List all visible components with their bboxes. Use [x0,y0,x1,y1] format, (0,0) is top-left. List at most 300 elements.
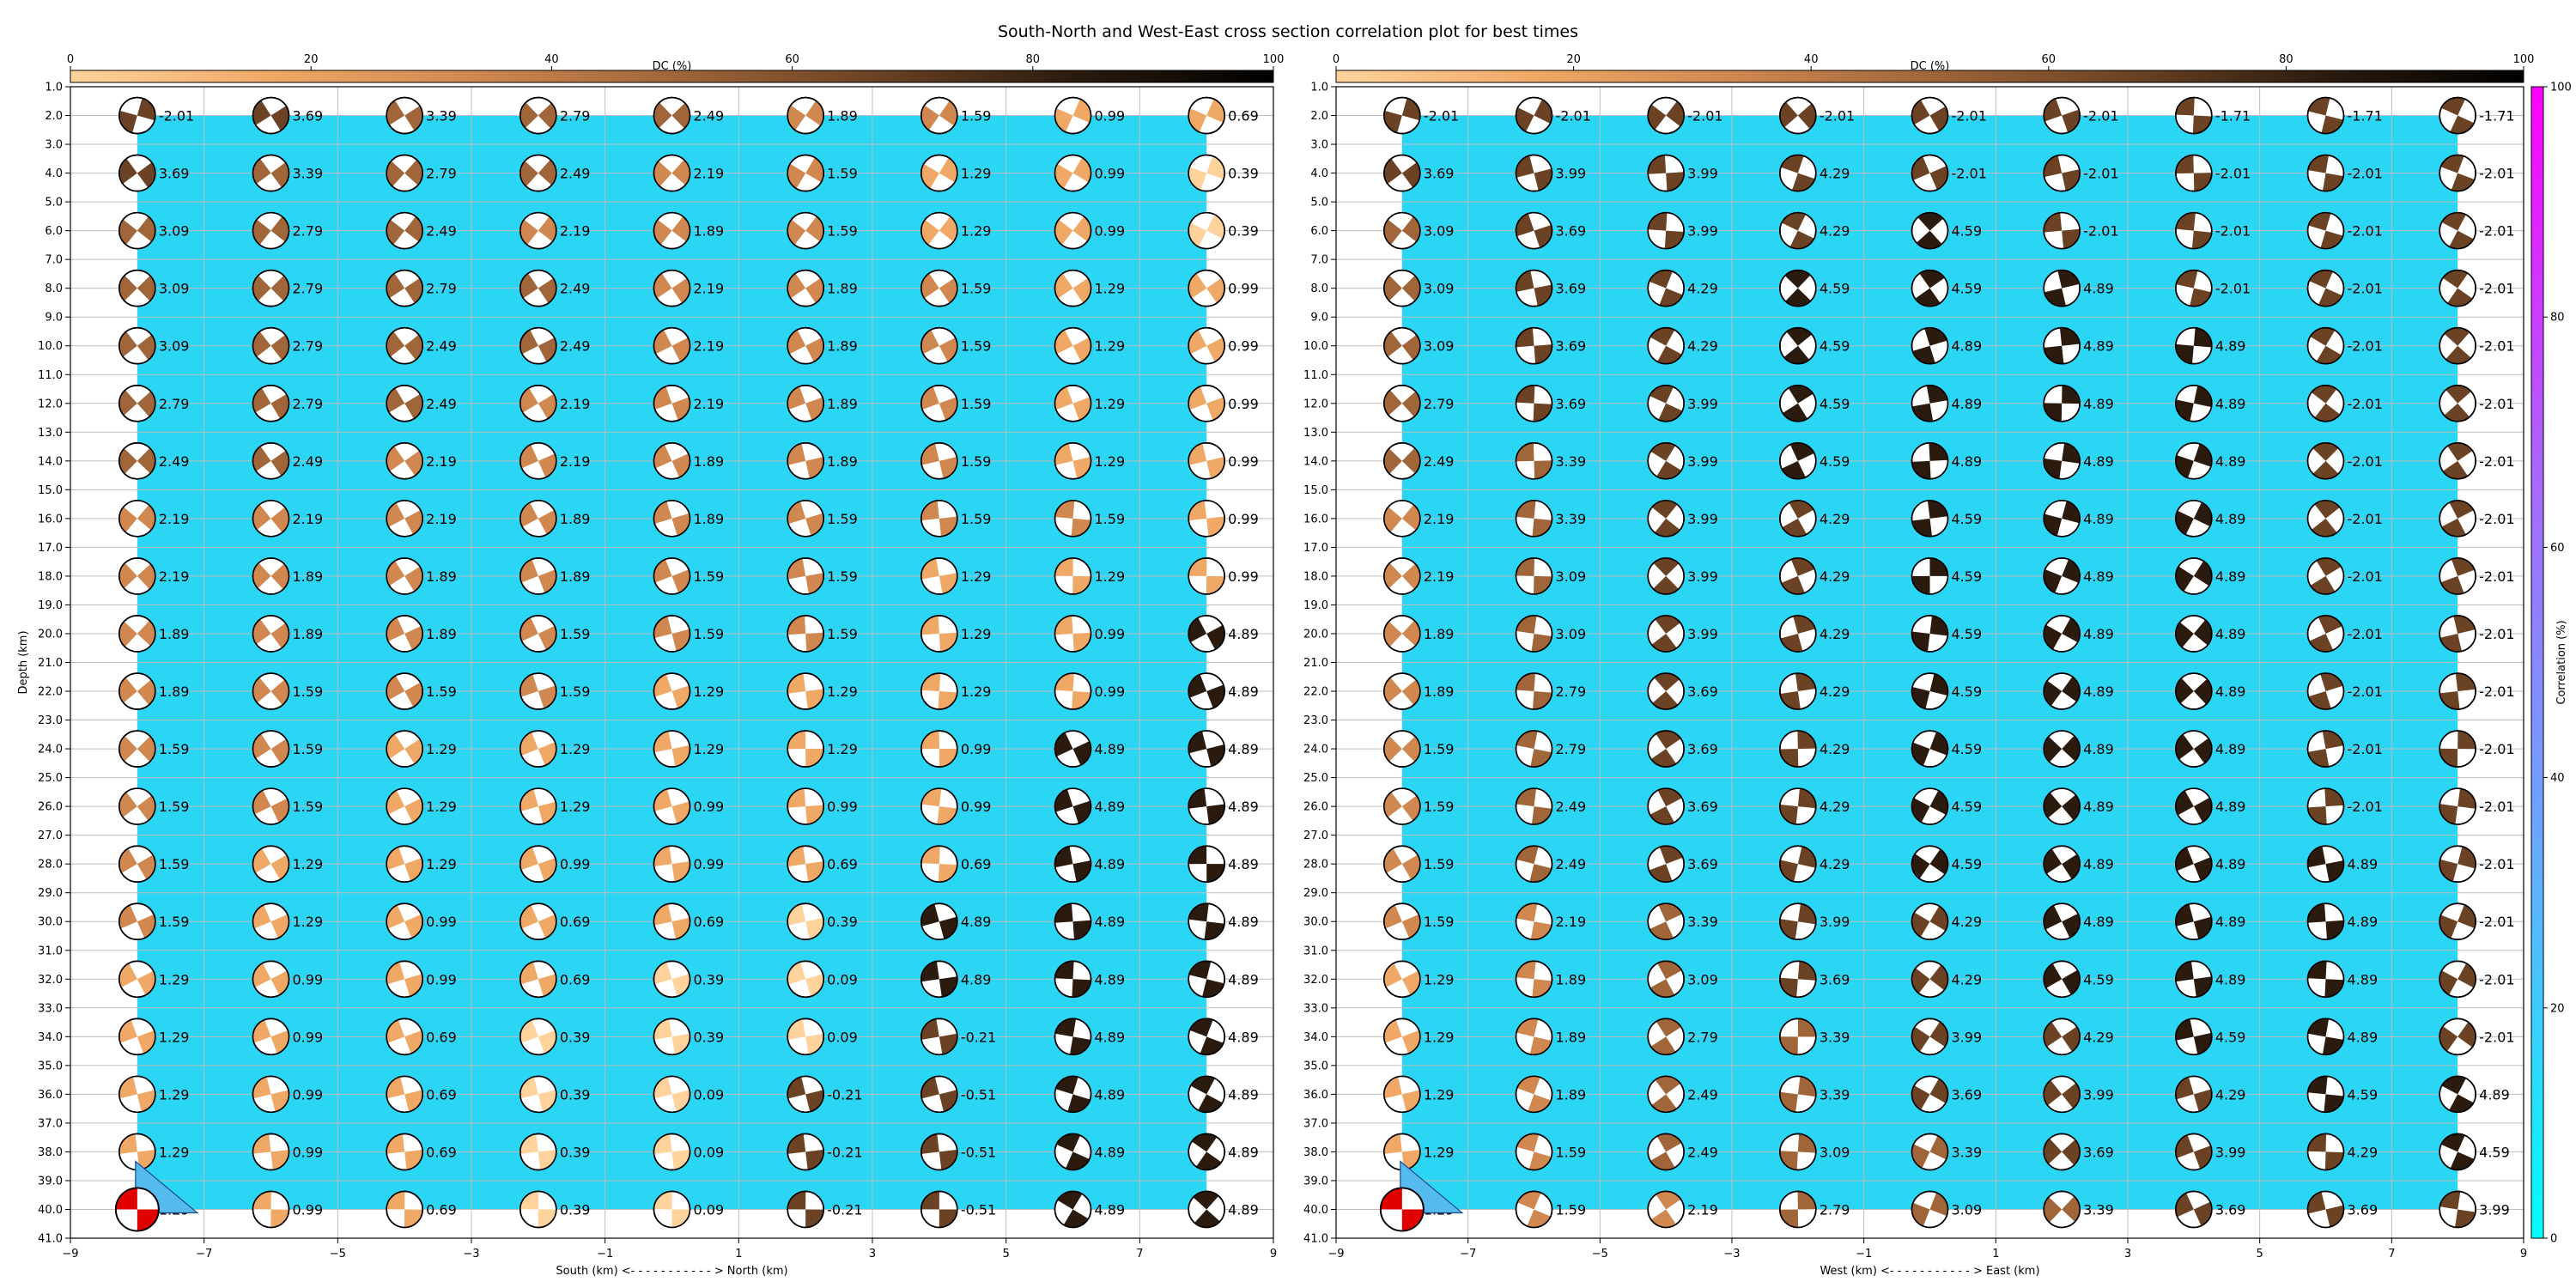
beach-ball [2439,501,2476,537]
beach-ball [386,1018,422,1054]
time-label: 1.59 [158,799,190,816]
time-label: -2.01 [2479,683,2515,701]
y-tick-label: 22.0 [1303,685,1328,699]
beach-ball [520,1076,556,1112]
beach-ball [653,616,690,652]
beach-ball [2439,1133,2476,1170]
beach-ball [921,1076,957,1112]
beach-ball [253,788,289,824]
time-label: 0.69 [1228,107,1259,125]
beach-ball [1780,98,1816,134]
beach-ball [1516,961,1552,997]
beach-ball [2176,213,2212,249]
y-tick-label: 32.0 [38,973,63,987]
beach-ball [787,213,823,249]
beach-ball [1780,213,1816,249]
beach-ball [787,788,823,824]
beach-ball [1516,1076,1552,1112]
beach-ball [1780,788,1816,824]
beach-ball [2044,328,2080,364]
time-label: 1.29 [1094,453,1126,470]
beach-ball [119,1076,155,1112]
time-label: -2.01 [2347,337,2383,355]
time-label: 1.29 [960,222,992,240]
y-tick-label: 12.0 [38,398,63,411]
beach-ball [653,1133,690,1170]
time-label: 0.99 [292,1086,324,1103]
time-label: 0.99 [1228,568,1259,585]
beach-ball [2308,731,2344,767]
time-label: 4.89 [2083,914,2114,931]
beach-ball [1188,616,1224,652]
beach-ball [1912,846,1948,882]
y-tick-label: 28.0 [1303,858,1328,872]
time-label: 3.39 [1951,1144,1983,1161]
beach-ball [1648,386,1684,422]
time-label: 3.69 [292,107,324,125]
time-label: 0.99 [1228,337,1259,355]
beach-ball [654,328,690,364]
figure-title: South-North and West-East cross section correlation plot for best times [998,22,1578,41]
time-label: 4.29 [1819,856,1850,873]
beach-ball [2176,386,2212,422]
time-label: 2.49 [559,280,591,297]
beach-ball [520,443,556,479]
time-label: 0.69 [559,971,591,988]
beach-ball [2308,97,2344,133]
time-label: -2.01 [2215,165,2251,182]
time-label: 2.19 [158,568,190,585]
time-label: 3.39 [2083,1201,2114,1218]
beach-ball [2439,903,2476,939]
dc-colorbar-tick-label: 20 [303,53,319,66]
time-label: 1.59 [426,683,457,701]
time-label: 0.09 [693,1086,725,1103]
y-tick-label: 27.0 [1303,829,1328,843]
time-label: 2.19 [426,510,457,527]
time-label: -2.01 [2347,799,2383,816]
x-tick-label: −3 [1723,1248,1741,1261]
time-label: 1.29 [158,1029,190,1046]
time-label: 0.99 [292,1144,324,1161]
y-tick-label: 30.0 [38,915,63,929]
time-label: 1.59 [960,280,992,297]
time-label: 4.89 [2215,510,2246,527]
time-label: 1.89 [292,625,324,642]
beach-ball [253,961,289,997]
beach-ball [1055,1076,1091,1112]
beach-ball [2439,961,2476,997]
time-label: 2.49 [292,453,324,470]
y-tick-label: 29.0 [38,887,63,901]
beach-ball [520,846,556,882]
time-label: -2.01 [1687,107,1723,125]
correlation-colorbar-tick-label: 0 [2550,1232,2558,1246]
time-label: 1.59 [559,625,591,642]
x-tick-label: 9 [1269,1248,1278,1261]
time-label: 3.69 [1687,683,1718,701]
time-label: -2.01 [2083,222,2119,240]
time-label: 2.19 [693,280,725,297]
beach-ball [921,1018,957,1054]
x-tick-label: 1 [735,1248,743,1261]
beach-ball [2176,616,2212,652]
time-label: 1.29 [827,741,858,758]
time-label: 3.69 [1423,165,1455,182]
beach-ball [2439,788,2476,824]
time-label: 1.29 [426,741,457,758]
beach-ball [2176,558,2212,594]
time-label: 2.19 [1423,510,1455,527]
beach-ball [1912,386,1948,422]
beach-ball [921,1133,957,1170]
beach-ball [119,443,155,479]
time-label: 4.89 [2083,395,2114,412]
x-tick-label: −9 [62,1248,79,1261]
time-label: 0.09 [827,971,858,988]
beach-ball [1384,213,1420,249]
x-tick-label: 7 [1136,1248,1144,1261]
time-label: 0.09 [693,1201,725,1218]
time-label: 4.89 [1228,1029,1259,1046]
time-label: 1.59 [1555,1144,1587,1161]
time-label: 0.39 [1228,165,1259,182]
beach-ball [1516,386,1552,422]
x-tick-label: −7 [196,1248,213,1261]
beach-ball [1516,213,1552,249]
time-label: 3.69 [1687,741,1718,758]
time-label: 4.29 [1687,337,1718,355]
beach-ball [119,961,155,997]
beach-ball [2176,1076,2212,1112]
time-label: -2.01 [2479,625,2515,642]
time-label: 3.99 [1687,222,1718,240]
x-tick-label: 7 [2388,1248,2396,1261]
time-label: 2.49 [1555,856,1587,873]
time-label: 2.19 [426,453,457,470]
time-label: 1.29 [158,1144,190,1161]
time-label: 1.59 [1423,856,1455,873]
time-label: 0.99 [827,799,858,816]
time-label: 3.09 [158,337,190,355]
time-label: 1.29 [158,971,190,988]
time-label: 1.29 [693,741,725,758]
beach-ball [2308,155,2344,191]
time-label: 4.59 [1819,453,1850,470]
time-label: 4.89 [2479,1086,2510,1103]
time-label: 1.89 [693,510,725,527]
beach-ball [2044,1076,2080,1112]
time-label: 4.89 [2083,337,2114,355]
time-label: 1.89 [559,510,591,527]
beach-ball [2044,443,2080,479]
y-tick-label: 4.0 [45,167,63,181]
beach-ball [1912,270,1948,307]
time-label: 4.89 [1228,971,1259,988]
beach-ball [654,1076,690,1112]
time-label: 0.99 [960,799,992,816]
time-label: 1.89 [559,568,591,585]
beach-ball [1384,443,1420,479]
beach-ball [1188,558,1224,594]
y-tick-label: 36.0 [1303,1088,1328,1102]
beach-ball [1384,1076,1420,1112]
y-tick-label: 7.0 [1310,253,1328,267]
time-label: 0.99 [292,1029,324,1046]
y-tick-label: 21.0 [38,657,63,670]
beach-ball [252,328,289,364]
beach-ball [2044,213,2080,249]
time-label: 0.69 [693,914,725,931]
time-label: 0.99 [1094,165,1126,182]
beach-ball [1912,558,1948,594]
beach-ball [386,386,422,422]
beach-ball [2044,846,2080,882]
beach-ball [2439,98,2476,134]
beach-ball [1648,558,1684,594]
time-label: 1.29 [292,856,324,873]
y-tick-label: 27.0 [38,829,63,843]
beach-ball [1384,558,1420,594]
beach-ball [1188,1133,1224,1170]
beach-ball [2439,616,2476,652]
time-label: 4.59 [1951,510,1983,527]
beach-ball [520,270,556,307]
time-label: 2.19 [693,395,725,412]
time-label: 1.59 [1555,1201,1587,1218]
beach-ball [252,155,289,191]
time-label: 2.79 [292,280,324,297]
beach-ball [921,673,957,709]
beach-ball [921,903,957,939]
time-label: 2.79 [292,222,324,240]
beach-ball [921,616,957,652]
time-label: 4.59 [1951,625,1983,642]
time-label: 4.89 [1094,799,1126,816]
beach-ball [2044,98,2080,134]
time-label: 4.89 [2083,625,2114,642]
time-label: 1.29 [426,799,457,816]
beach-ball [1188,213,1224,249]
time-label: -2.01 [158,107,195,125]
time-label: 1.59 [960,337,992,355]
time-label: 3.39 [292,165,324,182]
beach-ball [520,616,556,652]
time-label: 4.89 [960,971,992,988]
time-label: -2.01 [2347,222,2383,240]
time-label: 2.49 [1687,1144,1718,1161]
time-label: 4.59 [1951,568,1983,585]
y-tick-label: 4.0 [1310,167,1328,181]
time-label: 2.79 [1555,741,1587,758]
time-label: 1.59 [158,856,190,873]
time-label: 1.89 [1555,1029,1587,1046]
time-label: 4.89 [1228,741,1259,758]
y-tick-label: 26.0 [1303,800,1328,814]
beach-ball [1780,1018,1816,1054]
y-tick-label: 13.0 [1303,426,1328,440]
time-label: 2.19 [693,337,725,355]
time-label: 4.89 [1094,741,1126,758]
beach-ball [2308,846,2344,882]
x-tick-label: 1 [1992,1248,2000,1261]
time-label: 1.59 [827,625,858,642]
time-label: -2.01 [2479,856,2515,873]
time-label: -2.01 [2347,280,2383,297]
beach-ball [2439,1018,2476,1054]
beach-ball [2044,731,2080,767]
beach-ball [1780,386,1816,422]
beach-ball [2308,328,2344,364]
beach-ball [2176,1018,2212,1054]
beach-ball [1912,501,1948,537]
time-label: 4.29 [1819,741,1850,758]
y-tick-label: 32.0 [1303,973,1328,987]
beach-ball [2439,673,2476,709]
beach-ball [1516,788,1552,824]
x-tick-label: −1 [1856,1248,1873,1261]
time-label: 2.79 [426,280,457,297]
beach-ball [787,386,823,422]
beach-ball [2176,501,2212,537]
beach-ball [2044,616,2080,652]
beach-ball [119,731,155,767]
beach-ball [1188,673,1224,709]
dc-colorbar-tick-label: 60 [785,53,799,66]
beach-ball [520,558,556,594]
y-tick-label: 17.0 [38,541,63,555]
beach-ball [386,903,422,939]
beach-ball [1648,213,1684,249]
beach-ball [1911,788,1947,824]
y-tick-label: 19.0 [38,598,63,612]
time-label: 2.79 [292,395,324,412]
y-tick-label: 41.0 [38,1232,63,1246]
beach-ball [921,1191,957,1227]
beach-ball [1054,270,1091,307]
time-label: -0.21 [827,1201,863,1218]
time-label: 4.29 [1819,510,1850,527]
time-label: 0.39 [827,914,858,931]
beach-ball [1516,1018,1552,1054]
beach-ball [1780,155,1816,191]
y-tick-label: 26.0 [38,800,63,814]
y-tick-label: 39.0 [1303,1175,1328,1188]
beach-ball [1648,731,1684,767]
time-label: 2.19 [292,510,324,527]
time-label: 0.99 [292,971,324,988]
beach-ball [1384,673,1420,709]
y-tick-label: 28.0 [38,858,63,872]
time-label: 3.39 [426,107,457,125]
time-label: 1.29 [1423,1144,1455,1161]
time-label: 1.59 [1423,914,1455,931]
time-label: 0.39 [559,1144,591,1161]
time-label: 1.89 [1423,683,1455,701]
beach-ball [252,616,289,652]
beach-ball [1055,155,1091,191]
time-label: 0.69 [827,856,858,873]
time-label: 3.39 [1555,453,1587,470]
time-label: 1.89 [827,453,858,470]
time-label: 4.89 [2347,914,2379,931]
time-label: 2.79 [559,107,591,125]
beach-ball [1188,731,1224,767]
y-tick-label: 13.0 [38,426,63,440]
time-label: 1.59 [292,741,324,758]
beach-ball [1780,558,1816,594]
time-label: 2.19 [1555,914,1587,931]
time-label: 3.69 [158,165,190,182]
time-label: 0.39 [1228,222,1259,240]
time-label: 3.09 [1423,222,1455,240]
time-label: 1.59 [1423,741,1455,758]
correlation-colorbar-label: Correlation (%) [2555,620,2568,705]
beach-ball [1188,788,1224,824]
time-label: 3.09 [158,222,190,240]
beach-ball [1648,155,1684,191]
beach-ball [1648,616,1684,652]
time-label: -1.71 [2479,107,2515,125]
beach-ball [921,98,957,134]
beach-ball [2439,846,2476,882]
beach-ball [253,673,289,709]
time-label: 3.39 [1819,1029,1850,1046]
beach-ball [2308,961,2344,997]
time-label: 4.59 [1951,856,1983,873]
beach-ball [1516,673,1552,709]
beach-ball [1054,616,1091,652]
time-label: 3.99 [1951,1029,1983,1046]
dc-colorbar-tick-label: 100 [2512,53,2535,66]
beach-ball [1648,443,1684,479]
x-tick-label: 3 [868,1248,877,1261]
time-label: -2.01 [2479,395,2515,412]
time-label: -0.21 [960,1029,997,1046]
beach-ball [787,616,823,652]
time-label: 1.59 [960,107,992,125]
beach-ball [1055,213,1091,249]
time-label: 4.89 [2083,683,2114,701]
beach-ball [386,270,422,307]
beach-ball [2176,1133,2212,1170]
beach-ball [386,1076,422,1112]
beach-ball [386,558,422,594]
time-label: 0.69 [426,1086,457,1103]
x-tick-label: −9 [1327,1248,1345,1261]
time-label: 4.59 [2215,1029,2246,1046]
beach-ball [1516,155,1552,191]
time-label: 0.69 [426,1201,457,1218]
beach-ball [1516,1133,1552,1170]
y-tick-label: 25.0 [1303,772,1328,786]
time-label: 4.89 [1094,1029,1126,1046]
correlation-colorbar-tick-label: 100 [2550,81,2572,94]
time-label: 0.99 [693,856,725,873]
time-label: 2.19 [693,165,725,182]
beach-ball [653,98,690,134]
beach-ball [1384,846,1420,882]
dc-colorbar-tick-label: 100 [1262,53,1285,66]
time-label: 0.99 [1094,107,1126,125]
y-tick-label: 11.0 [38,368,63,382]
beach-ball [921,155,957,191]
beach-ball [654,961,690,997]
time-label: 1.29 [960,568,992,585]
time-label: -2.01 [1819,107,1856,125]
beach-ball [787,443,823,479]
time-label: 3.99 [1687,453,1718,470]
